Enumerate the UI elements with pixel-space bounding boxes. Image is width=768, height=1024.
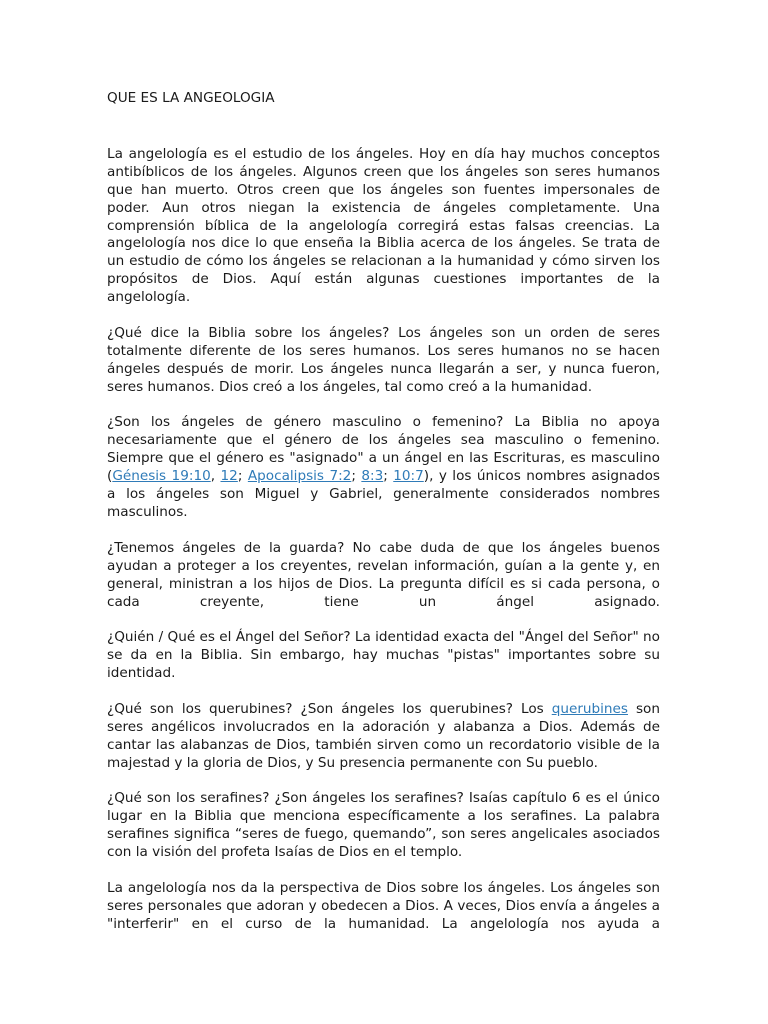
- ref-separator: ;: [351, 468, 362, 485]
- ref-link-apocalipsis-7-2[interactable]: Apocalipsis 7:2: [247, 468, 352, 485]
- ref-separator: ;: [383, 468, 394, 485]
- ref-link-genesis-19-12[interactable]: 12: [220, 468, 238, 485]
- paragraph-what-bible-says: ¿Qué dice la Biblia sobre los ángeles? Los ángeles son un orden de seres totalmente diferente de los seres humanos. Los seres humanos no se hacen ángeles después de morir. Los ángeles nunca llegarán a ser, y nunca fueron, seres humanos. Dios creó a los ángeles, tal como creó a la humanidad.: [107, 324, 660, 395]
- ref-link-genesis-19-10[interactable]: Génesis 19:10: [112, 468, 211, 485]
- paragraph-angel-of-the-lord: ¿Quién / Qué es el Ángel del Señor? La identidad exacta del "Ángel del Señor" no se da en la Biblia. Sin embargo, hay muchas "pistas" importantes sobre su identidad.: [107, 629, 660, 682]
- document-page: [107, 90, 660, 952]
- paragraph-text-before: ¿Son los ángeles de género masculino o femenino? La Biblia no apoya necesariamente que el género de los ángeles sea masculino o femenino. Siempre que el género es "asignado" a un ángel en las Escrituras, es masculino (: [107, 414, 660, 485]
- ref-link-apocalipsis-8-3[interactable]: 8:3: [361, 468, 384, 485]
- ref-link-apocalipsis-10-7[interactable]: 10:7: [393, 468, 424, 485]
- paragraph-seraphim: ¿Qué son los serafines? ¿Son ángeles los serafines? Isaías capítulo 6 es el único lugar en la Biblia que menciona específicamente a los serafines. La palabra serafines significa “seres de fuego, quemando”, son seres angelicales asociados con la visión del profeta Isaías de Dios en el templo.: [107, 790, 660, 861]
- paragraph-text-before: ¿Qué son los querubines? ¿Son ángeles los querubines? Los: [107, 700, 552, 717]
- ref-separator: ,: [210, 468, 221, 485]
- paragraph-text-after: son seres angélicos involucrados en la adoración y alabanza a Dios. Además de cantar las alabanzas de Dios, también sirven como un recordatorio visible de la majestad y la gloria de Dios, y Su presencia permanente con Su pueblo.: [107, 700, 660, 771]
- paragraph-guardian-angels: ¿Tenemos ángeles de la guarda? No cabe duda de que los ángeles buenos ayudan a proteger a los creyentes, revelan información, guían a la gente y, en general, ministran a los hijos de Dios. La pregunta difícil es si cada persona, o cada creyente, tiene un ángel asignado.: [107, 539, 660, 610]
- paragraph-angel-gender: [107, 414, 660, 521]
- paragraph-conclusion: La angelología nos da la perspectiva de Dios sobre los ángeles. Los ángeles son seres personales que adoran y obedecen a Dios. A veces, Dios envía a ángeles a "interferir" en el curso de la humanidad. La angelología nos ayuda a: [107, 879, 660, 932]
- querubines-link[interactable]: querubines: [551, 700, 628, 717]
- paragraph-text-after: ), y los únicos nombres asignados a los ángeles son Miguel y Gabriel, generalmente considerados nombres masculinos.: [107, 468, 660, 520]
- paragraph-intro: La angelología es el estudio de los ángeles. Hoy en día hay muchos conceptos antibíblicos de los ángeles. Algunos creen que los ángeles son seres humanos que han muerto. Otros creen que los ángeles son fuentes impersonales de poder. Aun otros niegan la existencia de ángeles completamente. Una comprensión bíblica de la angelología corregirá estas falsas creencias. La angelología nos dice lo que enseña la Biblia acerca de los ángeles. Se trata de un estudio de cómo los ángeles se relacionan a la humanidad y cómo sirven los propósitos de Dios. Aquí están algunas cuestiones importantes de la angelología.: [107, 145, 660, 306]
- paragraph-cherubim: [107, 701, 660, 773]
- page-title: QUE ES LA ANGEOLOGIA: [107, 90, 275, 106]
- ref-separator: ;: [237, 468, 248, 485]
